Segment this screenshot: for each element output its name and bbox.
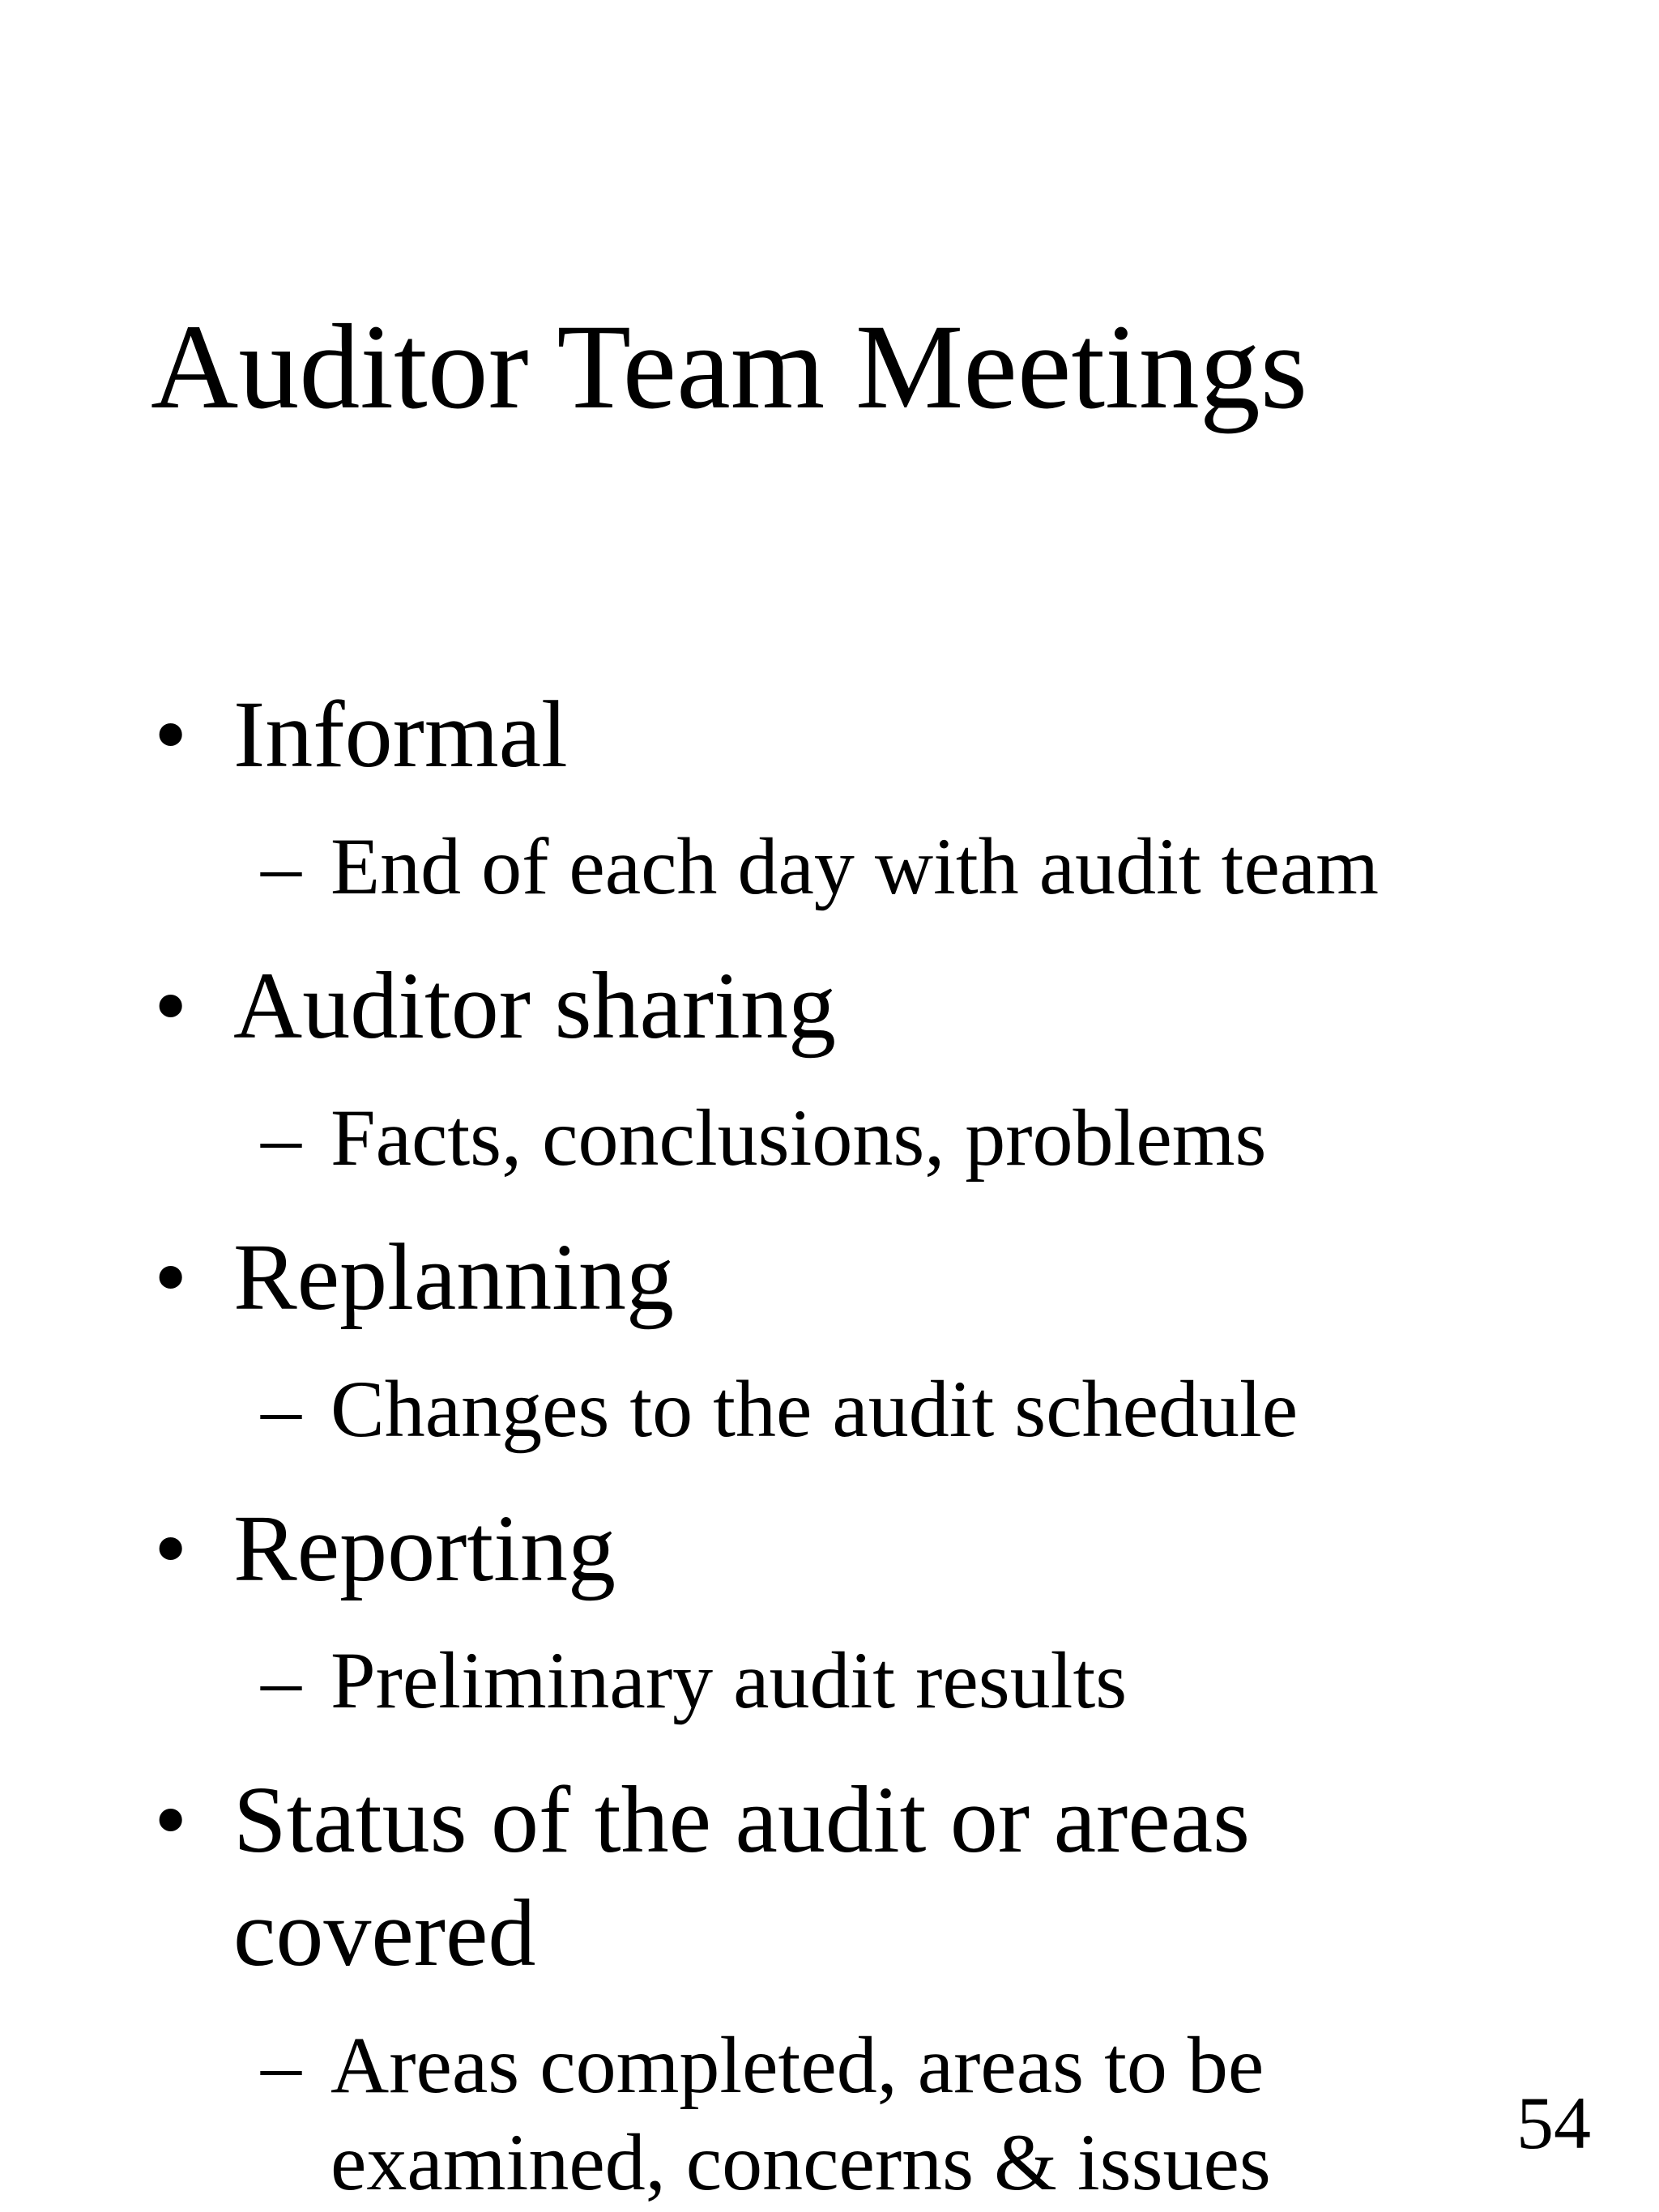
sub-bullet-informal: End of each day with audit team xyxy=(331,821,1379,911)
bullet-informal: Informal xyxy=(233,681,568,787)
dash-icon: – xyxy=(261,821,301,911)
bullet-replanning: Replanning xyxy=(233,1224,675,1330)
bullet-icon: • xyxy=(154,953,188,1059)
bullet-status-line2: covered xyxy=(233,1880,536,1986)
bullet-icon: • xyxy=(154,1224,188,1330)
bullet-icon: • xyxy=(154,681,188,787)
bullet-icon: • xyxy=(154,1495,188,1601)
sub-bullet-status-line1: Areas completed, areas to be xyxy=(331,2020,1265,2110)
slide-number: 54 xyxy=(1516,2082,1591,2164)
bullet-reporting: Reporting xyxy=(233,1495,616,1601)
dash-icon: – xyxy=(261,2020,301,2110)
sub-bullet-replanning: Changes to the audit schedule xyxy=(331,1364,1299,1454)
bullet-icon: • xyxy=(154,1767,188,1873)
dash-icon: – xyxy=(261,1635,301,1725)
slide-title: Auditor Team Meetings xyxy=(151,300,1308,434)
sub-bullet-status-line2: examined, concerns & issues xyxy=(331,2117,1271,2207)
bullet-status-line1: Status of the audit or areas xyxy=(233,1767,1251,1873)
sub-bullet-auditor-sharing: Facts, conclusions, problems xyxy=(331,1093,1267,1183)
dash-icon: – xyxy=(261,1364,301,1454)
bullet-auditor-sharing: Auditor sharing xyxy=(233,953,836,1059)
dash-icon: – xyxy=(261,1093,301,1183)
sub-bullet-reporting: Preliminary audit results xyxy=(331,1635,1128,1725)
